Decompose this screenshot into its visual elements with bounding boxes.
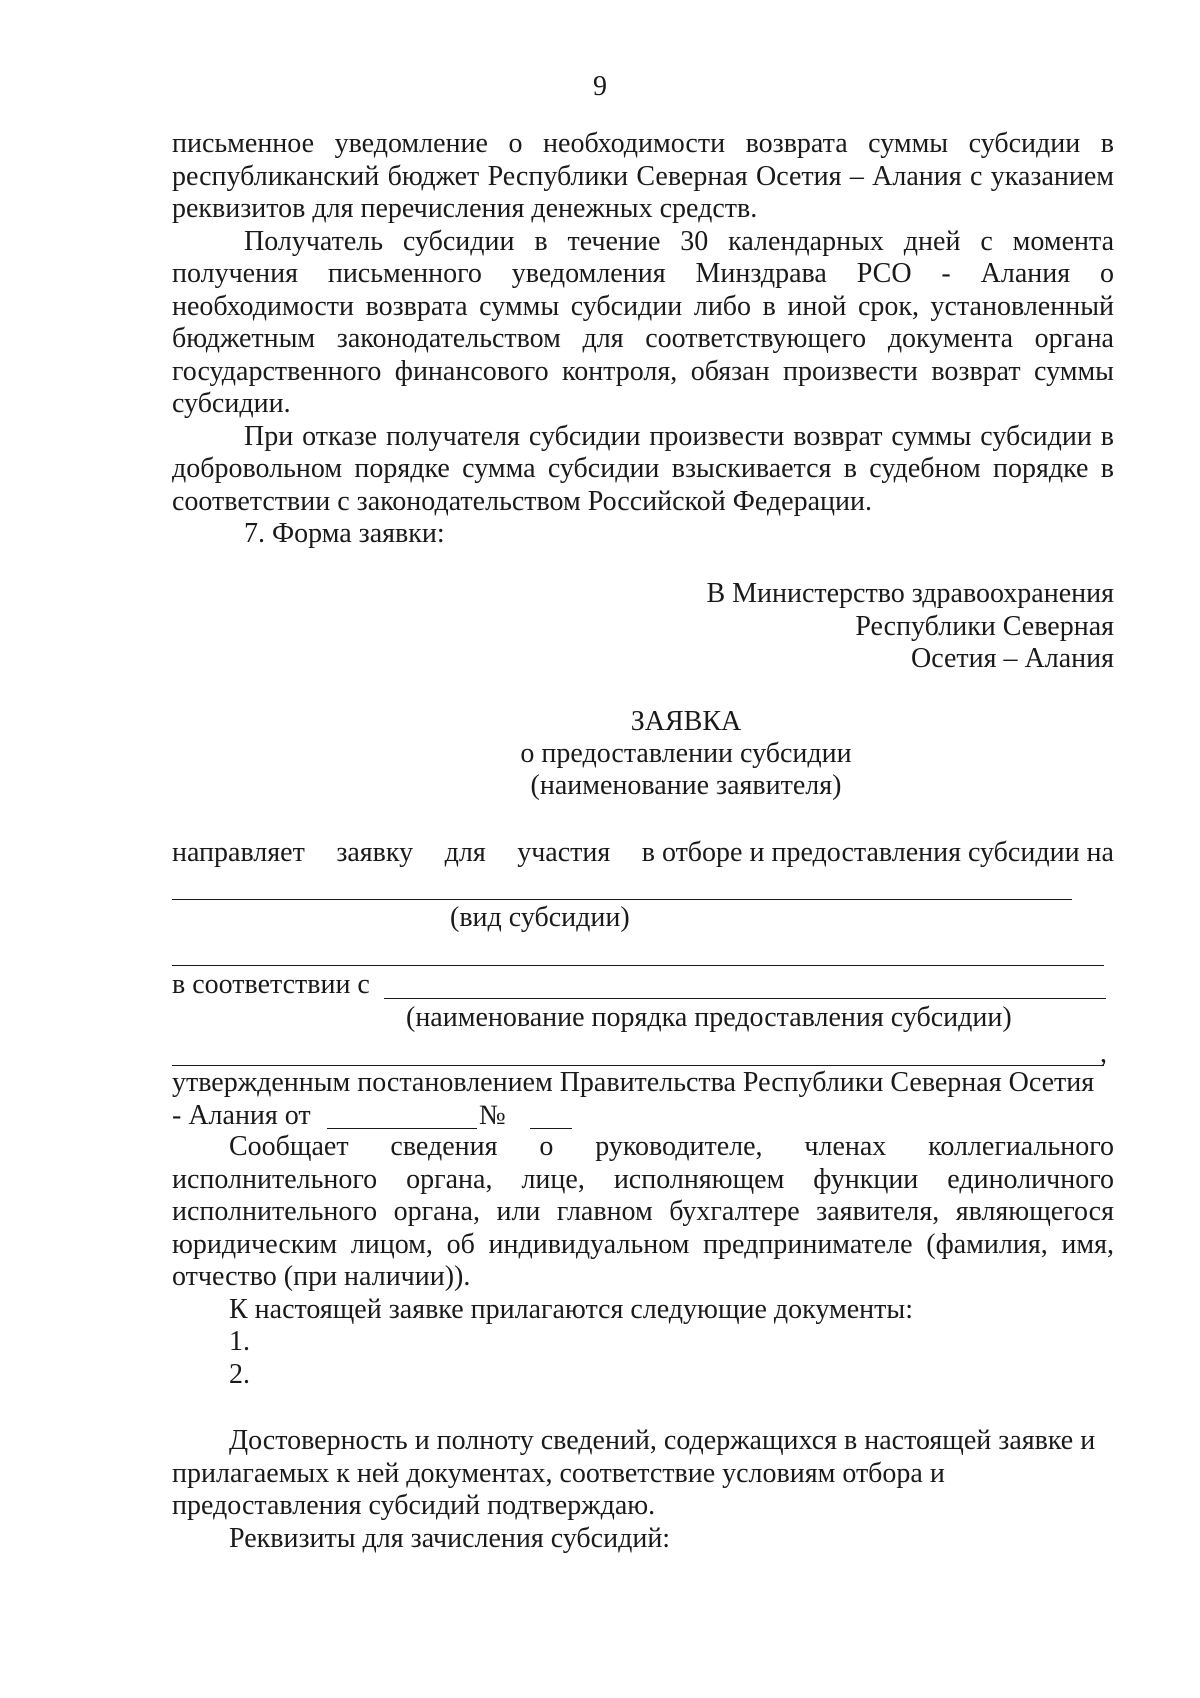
form-title: ЗАЯВКА — [630, 706, 742, 737]
subsidy-type-fill-line — [172, 899, 1072, 900]
confirmation-paragraph: Достоверность и полноту сведений, содержащихся в настоящей заявке и прилагаемых к ней документах, соответствие условиям отбора и предоставления субсидий подтверждаю. — [172, 1425, 1096, 1521]
sends-word-2: заявку — [336, 837, 414, 868]
requisites-label: Реквизиты для зачисления субсидий: — [229, 1522, 671, 1554]
top-text-block — [172, 128, 1114, 551]
paragraph-refund-deadline: Получатель субсидии в течение 30 календарных дней с момента получения письменного уведомления Минздрава РСО - Алания о необходимости возврата суммы субсидии либо в иной срок, установленный бюджетным законодательством для соответствующего документа органа государственного финансового контроля, обязан произвести возврат суммы субсидии. — [172, 225, 1114, 419]
alania-from-label: - Алания от — [172, 1100, 311, 1131]
form-subtitle: о предоставлении субсидии — [520, 738, 852, 769]
reports-paragraph: Сообщает сведения о руководителе, членах коллегиального исполнительного органа, лице, исполняющем функции единоличного исполнительного органа, или главном бухгалтере заявителя, являющегося юридическим лицом, об индивидуальном предпринимателе (фамилия, имя, отчество (при наличии)). — [172, 1131, 1114, 1292]
number-sign: № — [479, 1100, 506, 1131]
confirmation-block — [172, 1425, 1114, 1555]
sends-word-4: участия — [517, 837, 611, 868]
subsidy-type-caption: (вид субсидии) — [450, 902, 630, 933]
addressee-line-3: Осетия – Алания — [911, 643, 1114, 674]
attachment-item-1: 1. — [229, 1326, 250, 1357]
reports-block — [172, 1131, 1114, 1391]
sends-request-line — [172, 837, 1114, 869]
addressee-block — [600, 578, 1114, 676]
addressee-line-1: В Министерство здравоохранения — [706, 578, 1114, 609]
blank-fill-line — [172, 965, 1104, 966]
attached-documents-label: К настоящей заявке прилагаются следующие документы: — [229, 1293, 913, 1325]
procedure-fill-line — [384, 998, 1106, 999]
procedure-caption: (наименование порядка предоставления субсидии) — [406, 1002, 1012, 1033]
approved-line: утвержденным постановлением Правительства Республики Северная Осетия — [172, 1067, 1095, 1098]
procedure-continuation-line — [172, 1065, 1104, 1066]
sends-word-3: для — [444, 837, 486, 868]
sends-word-1: направляет — [172, 837, 305, 868]
attachment-item-2: 2. — [229, 1358, 250, 1390]
page-number: 9 — [593, 71, 607, 102]
applicant-caption: (наименование заявителя) — [530, 770, 842, 801]
paragraph-form-heading: 7. Форма заявки: — [244, 518, 445, 549]
paragraph-refusal: При отказе получателя субсидии произвести возврат суммы субсидии в добровольном порядке сумма субсидии взыскивается в судебном порядке в соответствии с законодательством Российской Федерации. — [172, 420, 1114, 517]
date-fill-line — [327, 1128, 477, 1129]
paragraph-refund-notice: письменное уведомление о необходимости возврата суммы субсидии в республиканский бюджет Республики Северная Осетия – Алания с указанием реквизитов для перечисления денежных средств. — [172, 128, 1114, 224]
trailing-comma: , — [1100, 1038, 1107, 1069]
sends-word-5: в отборе и предоставления субсидии на — [641, 837, 1114, 868]
number-fill-line — [530, 1128, 572, 1129]
in-accordance-label: в соответствии с — [172, 969, 370, 1000]
addressee-line-2: Республики Северная — [855, 610, 1114, 642]
